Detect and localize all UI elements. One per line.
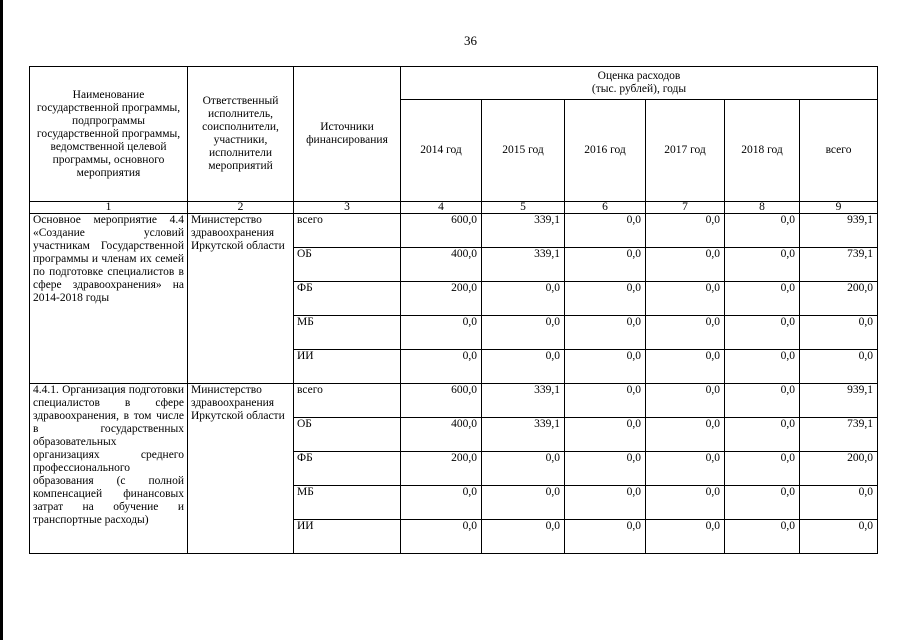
value-cell: 0,0 [725, 316, 800, 350]
value-cell: 0,0 [401, 316, 482, 350]
source-cell: ИИ [294, 520, 401, 554]
value-cell: 400,0 [401, 418, 482, 452]
value-cell: 0,0 [725, 452, 800, 486]
source-cell: ФБ [294, 452, 401, 486]
section-responsible: Министерство здравоохранения Иркутской области [188, 384, 294, 554]
value-cell: 200,0 [401, 452, 482, 486]
total-cell: 0,0 [800, 486, 878, 520]
value-cell: 0,0 [565, 486, 646, 520]
page-edge-bar [0, 0, 3, 640]
value-cell: 0,0 [565, 452, 646, 486]
value-cell: 0,0 [482, 350, 565, 384]
header-year: 2016 год [565, 100, 646, 202]
value-cell: 339,1 [482, 248, 565, 282]
header-total: всего [800, 100, 878, 202]
total-cell: 200,0 [800, 452, 878, 486]
value-cell: 339,1 [482, 384, 565, 418]
value-cell: 0,0 [565, 214, 646, 248]
header-year: 2017 год [646, 100, 725, 202]
total-cell: 939,1 [800, 214, 878, 248]
value-cell: 0,0 [725, 248, 800, 282]
value-cell: 339,1 [482, 418, 565, 452]
value-cell: 339,1 [482, 214, 565, 248]
page-number: 36 [464, 33, 477, 48]
column-number: 3 [294, 202, 401, 214]
source-cell: всего [294, 384, 401, 418]
value-cell: 0,0 [565, 316, 646, 350]
value-cell: 0,0 [401, 486, 482, 520]
section-responsible: Министерство здравоохранения Иркутской области [188, 214, 294, 384]
header-responsible: Ответственный исполнитель, соисполнители, участники, исполнители мероприятий [188, 67, 294, 202]
value-cell: 0,0 [482, 520, 565, 554]
total-cell: 0,0 [800, 316, 878, 350]
value-cell: 0,0 [646, 452, 725, 486]
value-cell: 0,0 [565, 282, 646, 316]
column-number: 2 [188, 202, 294, 214]
value-cell: 0,0 [725, 214, 800, 248]
header-year: 2015 год [482, 100, 565, 202]
column-number: 7 [646, 202, 725, 214]
column-number: 6 [565, 202, 646, 214]
total-cell: 739,1 [800, 418, 878, 452]
table-row [30, 384, 878, 418]
value-cell: 0,0 [482, 316, 565, 350]
total-cell: 939,1 [800, 384, 878, 418]
total-cell: 739,1 [800, 248, 878, 282]
source-cell: МБ [294, 486, 401, 520]
total-cell: 0,0 [800, 350, 878, 384]
value-cell: 0,0 [646, 316, 725, 350]
source-cell: ФБ [294, 282, 401, 316]
value-cell: 0,0 [725, 486, 800, 520]
value-cell: 0,0 [482, 486, 565, 520]
value-cell: 0,0 [646, 350, 725, 384]
value-cell: 0,0 [565, 248, 646, 282]
value-cell: 600,0 [401, 214, 482, 248]
header-program-name: Наименование государственной программы, подпрограммы государственной программы, ведомственной целевой программы, основного мероприятия [30, 67, 188, 202]
value-cell: 0,0 [725, 520, 800, 554]
value-cell: 0,0 [401, 520, 482, 554]
column-number: 9 [800, 202, 878, 214]
value-cell: 0,0 [725, 384, 800, 418]
value-cell: 0,0 [725, 418, 800, 452]
financing-table [29, 66, 878, 554]
header-year: 2014 год [401, 100, 482, 202]
value-cell: 0,0 [482, 282, 565, 316]
source-cell: МБ [294, 316, 401, 350]
value-cell: 0,0 [565, 384, 646, 418]
header-sources: Источники финансирования [294, 67, 401, 202]
source-cell: ОБ [294, 418, 401, 452]
source-cell: ОБ [294, 248, 401, 282]
value-cell: 0,0 [565, 350, 646, 384]
header-expense-estimate [401, 67, 878, 100]
value-cell: 600,0 [401, 384, 482, 418]
value-cell: 0,0 [646, 520, 725, 554]
column-number: 4 [401, 202, 482, 214]
value-cell: 0,0 [646, 486, 725, 520]
expense-title-line2: (тыс. рублей), годы [591, 83, 687, 95]
value-cell: 0,0 [646, 418, 725, 452]
value-cell: 0,0 [565, 520, 646, 554]
section-name: 4.4.1. Организация подготовки специалистов в сфере здравоохранения, в том числе в государственных образовательных организациях среднего профессионального образования (с полной компенсацией финансовых затрат на обучение и транспортные расходы) [30, 384, 188, 554]
value-cell: 0,0 [401, 350, 482, 384]
total-cell: 0,0 [800, 520, 878, 554]
total-cell: 200,0 [800, 282, 878, 316]
value-cell: 0,0 [565, 418, 646, 452]
value-cell: 0,0 [646, 248, 725, 282]
source-cell: всего [294, 214, 401, 248]
expense-title-line1: Оценка расходов [597, 70, 681, 82]
table-row [30, 214, 878, 248]
value-cell: 200,0 [401, 282, 482, 316]
column-number: 5 [482, 202, 565, 214]
value-cell: 400,0 [401, 248, 482, 282]
column-number: 1 [30, 202, 188, 214]
source-cell: ИИ [294, 350, 401, 384]
header-year: 2018 год [725, 100, 800, 202]
value-cell: 0,0 [646, 282, 725, 316]
column-number: 8 [725, 202, 800, 214]
value-cell: 0,0 [646, 214, 725, 248]
value-cell: 0,0 [725, 350, 800, 384]
value-cell: 0,0 [725, 282, 800, 316]
value-cell: 0,0 [482, 452, 565, 486]
section-name: Основное мероприятие 4.4 «Создание условий участникам Государственной программы и членам их семей по подготовке специалистов в сфере здравоохранения» на 2014-2018 годы [30, 214, 188, 384]
value-cell: 0,0 [646, 384, 725, 418]
column-numbers-row [30, 202, 878, 214]
